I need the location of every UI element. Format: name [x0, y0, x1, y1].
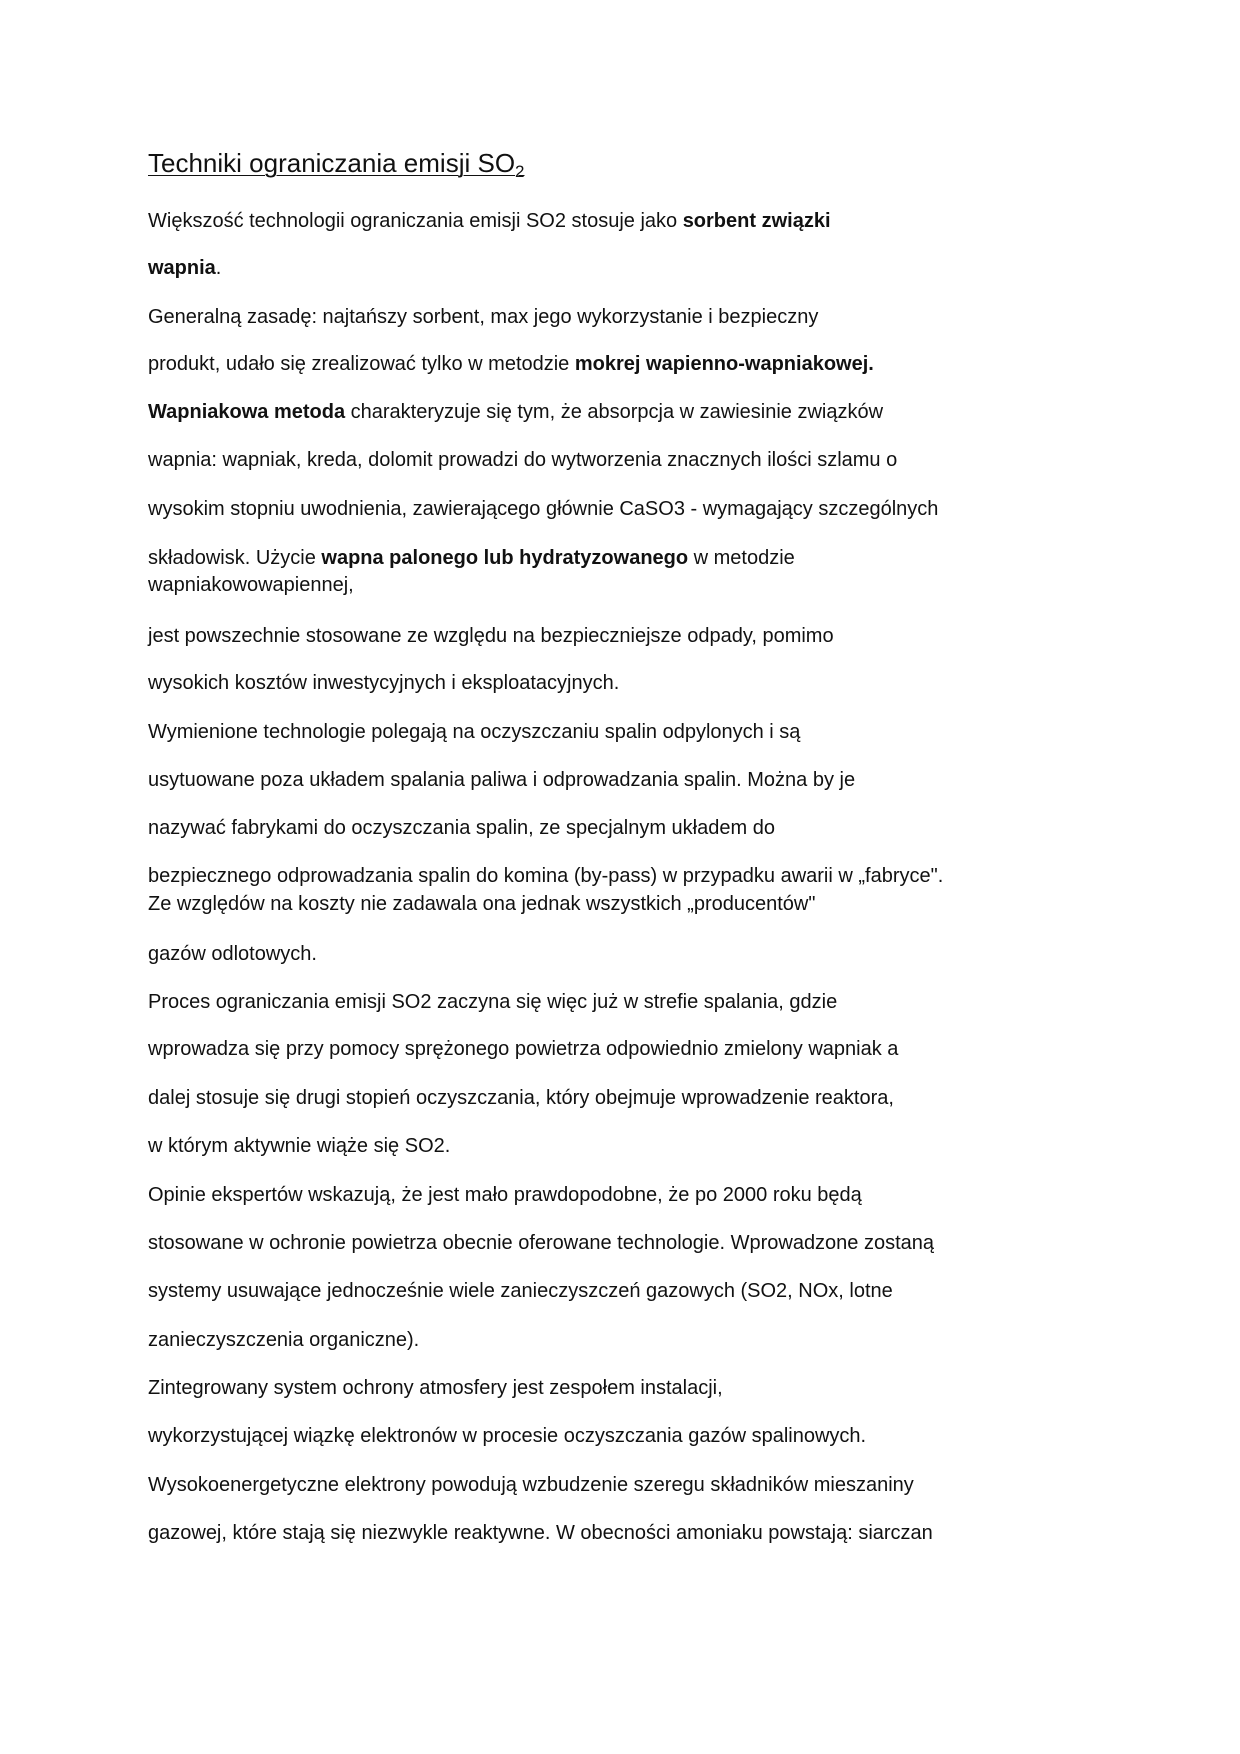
text-run: wapnia: wapniak, kreda, dolomit prowadzi do wytworzenia znacznych ilości szlamu o	[148, 449, 898, 471]
text-run: .	[215, 257, 222, 279]
text-line	[148, 1375, 723, 1401]
text-run: Wymienione technologie polegają na oczyszczaniu spalin odpylonych i są	[148, 721, 801, 743]
text-run: wysokim stopniu uwodnienia, zawierającego głównie CaSO3 - wymagający szczególnych	[148, 498, 939, 520]
text-line	[148, 670, 619, 696]
text-line	[148, 351, 874, 377]
text-line	[148, 1327, 419, 1353]
text-run: wysokich kosztów inwestycyjnych i eksploatacyjnych.	[148, 672, 620, 694]
document-title-text: Techniki ograniczania emisji SO	[148, 148, 516, 178]
bold-text-run: mokrej wapienno-wapniakowej.	[574, 353, 874, 375]
text-line	[148, 941, 317, 967]
text-run: w metodzie	[688, 547, 795, 569]
document-title-subscript: 2	[515, 162, 525, 181]
text-run: gazów odlotowych.	[148, 943, 317, 965]
text-run: wapniakowowapiennej,	[148, 574, 354, 596]
text-line	[148, 572, 354, 598]
text-run: usytuowane poza układem spalania paliwa i odprowadzania spalin. Można by je	[148, 769, 856, 791]
text-line	[148, 623, 834, 649]
text-line	[148, 255, 221, 281]
text-line	[148, 1230, 934, 1256]
text-line	[148, 719, 800, 745]
text-run: dalej stosuje się drugi stopień oczyszczania, który obejmuje wprowadzenie reaktora,	[148, 1087, 894, 1109]
text-run: charakteryzuje się tym, że absorpcja w zawiesinie związków	[345, 401, 884, 423]
bold-text-run: wapna palonego lub hydratyzowanego	[321, 547, 689, 569]
text-line	[148, 1182, 862, 1208]
text-line	[148, 989, 837, 1015]
text-line	[148, 447, 897, 473]
text-run: składowisk. Użycie	[148, 547, 322, 569]
text-run: Proces ograniczania emisji SO2 zaczyna się więc już w strefie spalania, gdzie	[148, 991, 838, 1013]
text-run: wykorzystującej wiązkę elektronów w procesie oczyszczania gazów spalinowych.	[148, 1425, 867, 1447]
text-line	[148, 1278, 893, 1304]
document-title	[148, 148, 525, 182]
text-line	[148, 1472, 914, 1498]
text-line	[148, 399, 883, 425]
text-line	[148, 767, 855, 793]
text-line	[148, 1520, 933, 1546]
text-run: jest powszechnie stosowane ze względu na bezpieczniejsze odpady, pomimo	[148, 625, 834, 647]
text-run: zanieczyszczenia organiczne).	[148, 1329, 420, 1351]
text-run: systemy usuwające jednocześnie wiele zanieczyszczeń gazowych (SO2, NOx, lotne	[148, 1280, 893, 1302]
bold-text-run: wapnia	[148, 257, 216, 279]
text-line	[148, 891, 815, 917]
text-run: bezpiecznego odprowadzania spalin do komina (by-pass) w przypadku awarii w „fabryce".	[148, 865, 944, 887]
text-run: Opinie ekspertów wskazują, że jest mało prawdopodobne, że po 2000 roku będą	[148, 1184, 862, 1206]
text-run: Zintegrowany system ochrony atmosfery jest zespołem instalacji,	[148, 1377, 723, 1399]
bold-text-run: Wapniakowa metoda	[148, 401, 346, 423]
text-line	[148, 1036, 898, 1062]
text-run: produkt, udało się zrealizować tylko w metodzie	[148, 353, 575, 375]
text-run: nazywać fabrykami do oczyszczania spalin, ze specjalnym układem do	[148, 817, 775, 839]
text-run: Generalną zasadę: najtańszy sorbent, max jego wykorzystanie i bezpieczny	[148, 306, 819, 328]
text-run: Wysokoenergetyczne elektrony powodują wzbudzenie szeregu składników mieszaniny	[148, 1474, 914, 1496]
text-run: gazowej, które stają się niezwykle reaktywne. W obecności amoniaku powstają: siarczan	[148, 1522, 933, 1544]
text-line	[148, 863, 943, 889]
text-line	[148, 208, 831, 234]
text-run: Większość technologii ograniczania emisji SO2 stosuje jako	[148, 210, 683, 232]
text-run: wprowadza się przy pomocy sprężonego powietrza odpowiednio zmielony wapniak a	[148, 1038, 899, 1060]
text-run: w którym aktywnie wiąże się SO2.	[148, 1135, 451, 1157]
text-line	[148, 1133, 450, 1159]
bold-text-run: sorbent związki	[682, 210, 831, 232]
text-line	[148, 304, 818, 330]
text-run: stosowane w ochronie powietrza obecnie oferowane technologie. Wprowadzone zostaną	[148, 1232, 935, 1254]
text-line	[148, 815, 775, 841]
text-line	[148, 1423, 866, 1449]
text-line	[148, 545, 795, 571]
text-line	[148, 496, 938, 522]
text-line	[148, 1085, 894, 1111]
text-run: Ze względów na koszty nie zadawala ona jednak wszystkich „producentów"	[148, 893, 816, 915]
